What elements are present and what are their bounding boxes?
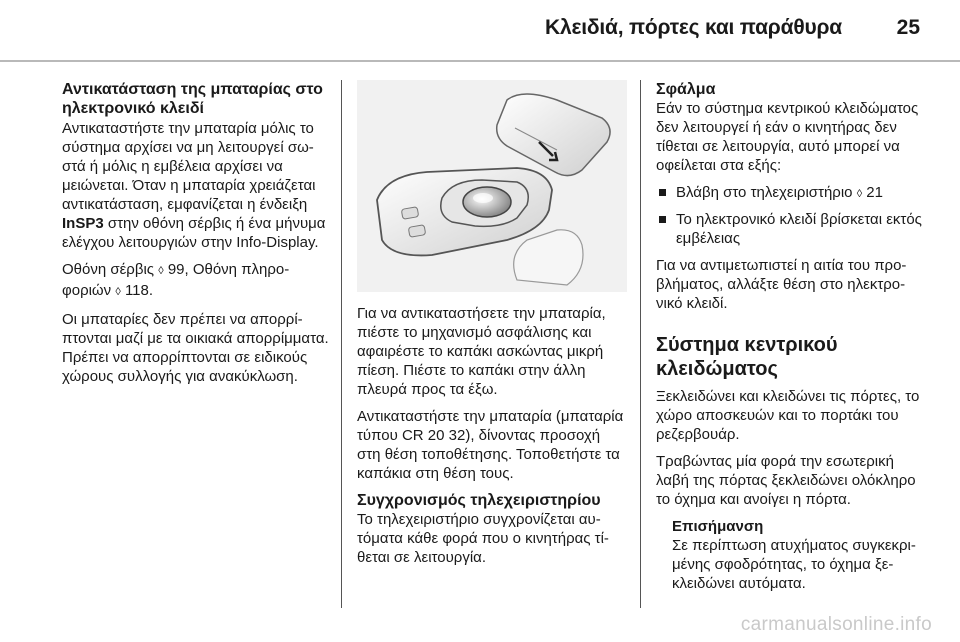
page-header xyxy=(0,0,960,62)
electronic-key-icon xyxy=(357,80,627,292)
page-ref-icon: ◊ xyxy=(115,286,121,298)
page-title: Κλειδιά, πόρτες και παράθυρα xyxy=(545,16,842,39)
list-item: Βλάβη στο τηλεχειριστήριο ◊ 21 xyxy=(656,183,926,204)
section-heading-sync: Συγχρονισμός τηλεχειριστηρίου xyxy=(357,492,601,509)
paragraph-battery-disposal: Οι μπαταρίες δεν πρέπει να απορρίπτονται μαζί με τα οικιακά απορρίμματα. Πρέπει να απορρίπτονται σε ειδικούς χώρους συλλογής για ανακύκλωση. xyxy=(62,311,329,385)
paragraph-open-cover: Για να αντικαταστήσετε την μπαταρία, πιέστε το μηχανισμό ασφάλισης και αφαιρέστε το καπάκι ασκώντας μικρή πίεση. Πιέστε το καπάκι στην άλλη πλευρά προς τα έξω. xyxy=(357,305,606,398)
paragraph-inner-handle: Τραβώντας μία φορά την εσωτερική λαβή της πόρτας ξεκλειδώνει ολόκληρο το όχημα και ανοίγει η πόρτα. xyxy=(656,453,916,508)
paragraph-central-locking: Ξεκλειδώνει και κλειδώνει τις πόρτες, το χώρο αποσκευών και το πορτάκι του ρεζερβουάρ. xyxy=(656,388,920,443)
note-box xyxy=(672,517,926,593)
column-right xyxy=(656,80,926,593)
fault-causes-list xyxy=(656,183,926,248)
paragraph-battery-replace: Αντικαταστήστε την μπαταρία μόλις το σύστημα αρχίσει να μη λειτουργεί σωστά ή μόλις η εμβέλεια αρχίσει να μειώνεται. Όταν η μπαταρία χρειάζεται αντικατάσταση, εμφανίζεται η ένδειξη InSP3 στην οθόνη σέρβις ή ένα μήνυμα ελέγχου λειτουργιών στην Info-Display. xyxy=(62,120,326,251)
paragraph-fault-remedy: Για να αντιμετωπιστεί η αιτία του προβλήματος, αλλάξτε θέση στο ηλεκτρονικό κλειδί. xyxy=(656,257,907,312)
list-item: Το ηλεκτρονικό κλειδί βρίσκεται εκτός εμβέλειας xyxy=(656,210,926,248)
paragraph-display-refs: Οθόνη σέρβις ◊ 99, Οθόνη πληροφοριών ◊ 118. xyxy=(62,261,290,299)
insp3-code: InSP3 xyxy=(62,215,104,232)
page-ref-icon: ◊ xyxy=(856,188,863,200)
section-heading-central-locking: Σύστημα κεντρικού κλειδώματος xyxy=(656,334,838,380)
section-heading-fault: Σφάλμα xyxy=(656,81,716,98)
page-ref-link[interactable]: 21 xyxy=(866,184,883,201)
page-ref-link[interactable]: 118 xyxy=(124,282,149,299)
paragraph-fault: Εάν το σύστημα κεντρικού κλειδώματος δεν λειτουργεί ή εάν ο κινητήρας δεν τίθεται σε λειτουργία, αυτό μπορεί να οφείλεται στα εξής: xyxy=(656,100,919,174)
key-battery-illustration xyxy=(357,80,627,292)
bullet-icon xyxy=(659,216,666,223)
paragraph-sync: Το τηλεχειριστήριο συγχρονίζεται αυτόματα κάθε φορά που ο κινητήρας τίθεται σε λειτουργία. xyxy=(357,511,609,566)
column-left xyxy=(62,80,330,394)
column-divider-1 xyxy=(341,80,342,608)
bullet-icon xyxy=(659,189,666,196)
page-ref-icon: ◊ xyxy=(158,265,164,277)
page-number: 25 xyxy=(896,16,920,39)
paragraph-battery-type: Αντικαταστήστε την μπαταρία (μπαταρία τύπου CR 20 32), δίνοντας προσοχή στη θέση τοποθέτησης. Τοποθετήστε τα καπάκια στη θέση τους. xyxy=(357,408,624,482)
header-rule xyxy=(0,60,960,62)
column-middle xyxy=(357,80,627,575)
section-heading-battery: Αντικατάσταση της μπαταρίας στο ηλεκτρονικό κλειδί xyxy=(62,81,323,117)
page-ref-link[interactable]: 99 xyxy=(167,261,185,278)
watermark: carmanualsonline.info xyxy=(740,614,932,635)
note-text: Σε περίπτωση ατυχήματος συγκεκριμένης σφοδρότητας, το όχημα ξεκλειδώνει αυτόματα. xyxy=(672,537,916,592)
note-title: Επισήμανση xyxy=(672,518,764,535)
column-divider-2 xyxy=(640,80,641,608)
